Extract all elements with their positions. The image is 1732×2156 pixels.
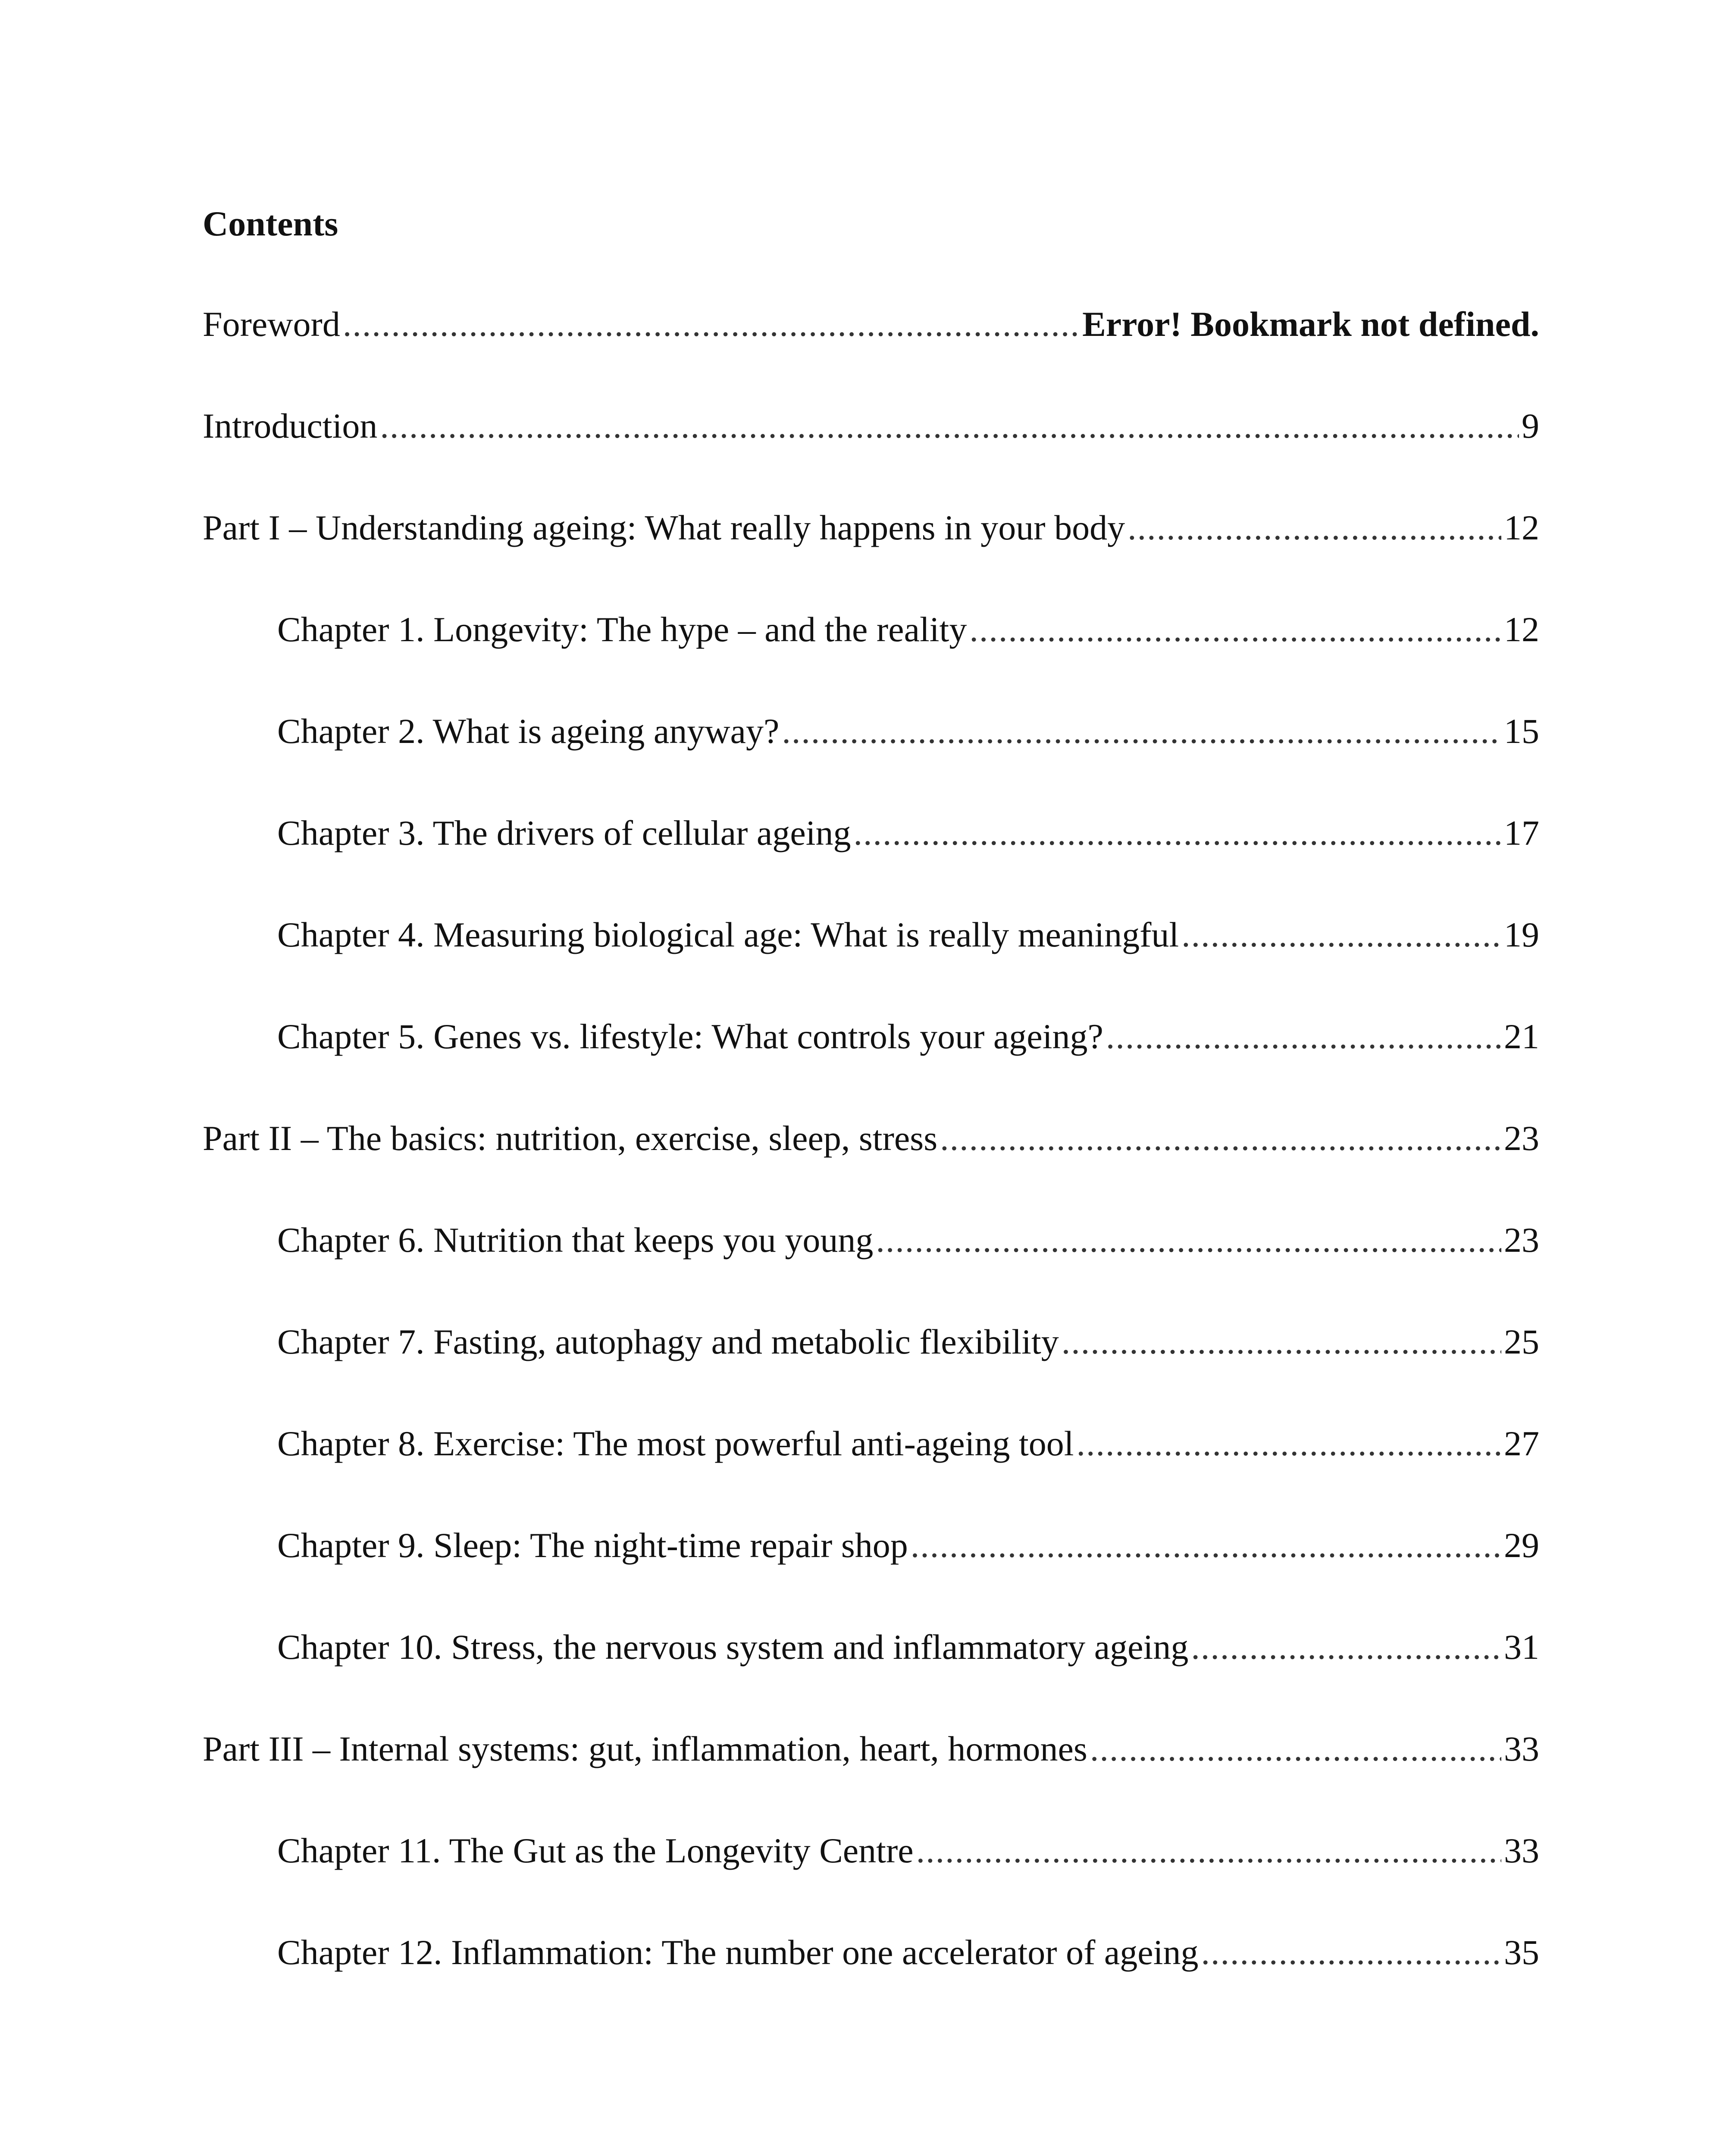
- toc-entry-title: Chapter 12. Inflammation: The number one accelerator of ageing: [277, 1933, 1199, 1972]
- toc-entry-chapter[interactable]: [203, 1525, 1539, 1627]
- toc-entry-title: Chapter 5. Genes vs. lifestyle: What controls your ageing?: [277, 1017, 1103, 1056]
- dot-leader: [969, 609, 1501, 650]
- toc-entry-title: Chapter 1. Longevity: The hype – and the reality: [277, 610, 967, 649]
- toc-entry-page-number: 33: [1504, 1729, 1539, 1768]
- toc-entry-title: Part III – Internal systems: gut, inflammation, heart, hormones: [203, 1729, 1087, 1768]
- toc-entry-title: Part I – Understanding ageing: What really happens in your body: [203, 508, 1125, 547]
- dot-leader: [1090, 1729, 1501, 1769]
- dot-leader: [343, 304, 1080, 345]
- contents-heading: Contents: [203, 204, 338, 243]
- dot-leader: [380, 406, 1519, 446]
- toc-entry-title: Part II – The basics: nutrition, exercise, sleep, stress: [203, 1119, 938, 1158]
- toc-entry-title: Chapter 6. Nutrition that keeps you young: [277, 1220, 874, 1260]
- dot-leader: [1128, 508, 1501, 548]
- toc-entry-chapter[interactable]: [203, 1423, 1539, 1525]
- toc-entry-chapter[interactable]: [203, 1830, 1539, 1932]
- toc-entry-chapter[interactable]: [203, 1220, 1539, 1322]
- dot-leader: [782, 711, 1501, 752]
- dot-leader: [1077, 1423, 1501, 1464]
- toc-entry-page-number: 21: [1504, 1017, 1539, 1056]
- toc-entry-page-number: 12: [1504, 508, 1539, 547]
- toc-entry-chapter[interactable]: [203, 915, 1539, 1016]
- toc-entry-error-message: Error! Bookmark not defined.: [1082, 304, 1539, 344]
- dot-leader: [1062, 1322, 1501, 1362]
- toc-entry-section[interactable]: [203, 1729, 1539, 1830]
- table-of-contents: [203, 304, 1539, 2034]
- toc-entry-title: Chapter 3. The drivers of cellular ageing: [277, 813, 851, 852]
- dot-leader: [1181, 915, 1501, 955]
- toc-entry-title: Chapter 9. Sleep: The night-time repair shop: [277, 1526, 908, 1565]
- toc-entry-title: Introduction: [203, 406, 378, 445]
- toc-entry-page-number: 23: [1504, 1119, 1539, 1158]
- toc-entry-title: Chapter 8. Exercise: The most powerful anti-ageing tool: [277, 1424, 1074, 1463]
- toc-entry-page-number: 9: [1522, 406, 1539, 445]
- toc-entry-page-number: 19: [1504, 915, 1539, 954]
- toc-entry-page-number: 12: [1504, 610, 1539, 649]
- dot-leader: [1191, 1627, 1501, 1667]
- toc-entry-chapter[interactable]: [203, 711, 1539, 813]
- toc-entry-title: Chapter 11. The Gut as the Longevity Centre: [277, 1831, 914, 1870]
- toc-entry-section[interactable]: [203, 304, 1539, 406]
- dot-leader: [876, 1220, 1501, 1260]
- toc-entry-page-number: 17: [1504, 813, 1539, 852]
- toc-entry-chapter[interactable]: [203, 1932, 1539, 2034]
- toc-entry-title: Foreword: [203, 304, 340, 344]
- toc-entry-chapter[interactable]: [203, 1627, 1539, 1729]
- toc-entry-page-number: 31: [1504, 1627, 1539, 1667]
- toc-entry-title: Chapter 4. Measuring biological age: What is really meaningful: [277, 915, 1179, 954]
- toc-entry-page-number: 15: [1504, 711, 1539, 751]
- toc-entry-chapter[interactable]: [203, 609, 1539, 711]
- toc-entry-page-number: 25: [1504, 1322, 1539, 1361]
- dot-leader: [916, 1830, 1501, 1871]
- dot-leader: [1106, 1016, 1501, 1057]
- toc-entry-title: Chapter 7. Fasting, autophagy and metabolic flexibility: [277, 1322, 1059, 1361]
- toc-entry-title: Chapter 10. Stress, the nervous system and inflammatory ageing: [277, 1627, 1189, 1667]
- dot-leader: [854, 813, 1502, 853]
- toc-entry-chapter[interactable]: [203, 813, 1539, 915]
- toc-entry-page-number: 23: [1504, 1220, 1539, 1260]
- dot-leader: [911, 1525, 1501, 1566]
- dot-leader: [940, 1118, 1501, 1159]
- toc-entry-section[interactable]: [203, 406, 1539, 508]
- toc-entry-page-number: 27: [1504, 1424, 1539, 1463]
- toc-entry-chapter[interactable]: [203, 1322, 1539, 1423]
- toc-entry-page-number: 29: [1504, 1526, 1539, 1565]
- toc-entry-section[interactable]: [203, 508, 1539, 609]
- dot-leader: [1201, 1932, 1501, 1973]
- toc-entry-page-number: 33: [1504, 1831, 1539, 1870]
- toc-entry-section[interactable]: [203, 1118, 1539, 1220]
- toc-entry-page-number: 35: [1504, 1933, 1539, 1972]
- toc-entry-title: Chapter 2. What is ageing anyway?: [277, 711, 780, 751]
- toc-entry-chapter[interactable]: [203, 1016, 1539, 1118]
